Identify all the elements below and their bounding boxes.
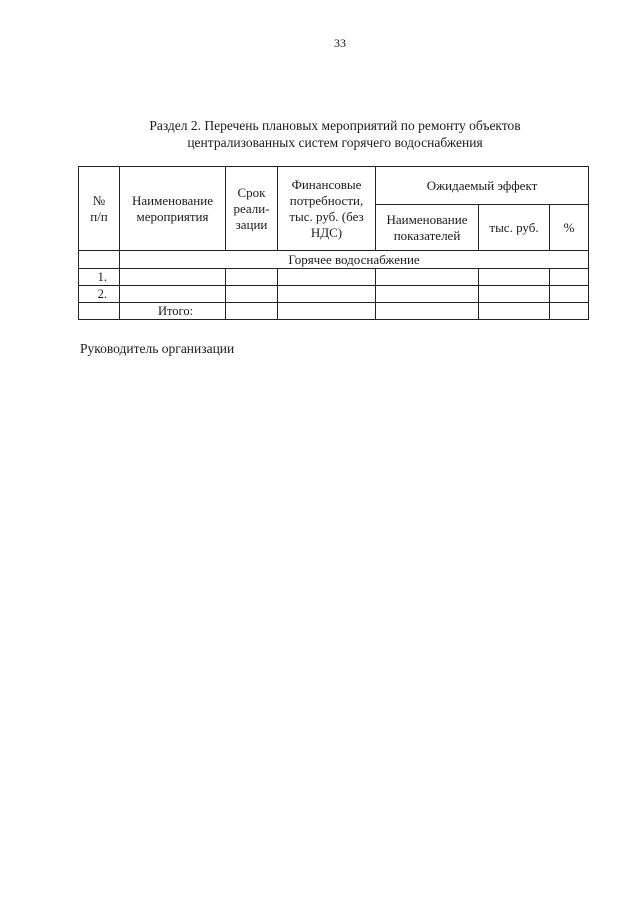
row-cell <box>226 286 278 303</box>
total-empty-cell <box>79 303 120 320</box>
plan-table <box>78 166 589 320</box>
header-indicators-line-2: показателей <box>393 227 461 243</box>
table-total-row <box>79 303 589 320</box>
section-title <box>80 117 590 151</box>
header-finance-line-3: тыс. руб. (без <box>289 208 364 224</box>
header-num <box>79 167 120 251</box>
header-term <box>226 167 278 251</box>
row-cell <box>479 286 550 303</box>
header-term-line-3: зации <box>235 216 268 232</box>
row-cell <box>226 269 278 286</box>
header-finance-line-2: потребности, <box>289 192 364 208</box>
header-indicators-line-1: Наименование <box>386 211 468 227</box>
header-num-line-2: п/п <box>90 208 108 224</box>
header-name-line-1: Наименование <box>132 192 213 208</box>
table-header-row-1 <box>79 167 589 205</box>
row-cell <box>120 269 226 286</box>
header-term-line-1: Срок <box>237 184 266 200</box>
table-row <box>79 269 589 286</box>
header-indicators <box>376 205 479 251</box>
row-cell <box>278 269 376 286</box>
section-title-line-2: централизованных систем горячего водоснабжения <box>187 135 483 150</box>
page-number: 33 <box>334 36 346 50</box>
header-effect: Ожидаемый эффект <box>376 167 589 205</box>
header-finance-line-1: Финансовые <box>291 176 362 192</box>
row-num: 1. <box>79 269 120 286</box>
total-cell <box>479 303 550 320</box>
signature-label: Руководитель организации <box>80 341 235 356</box>
row-cell <box>479 269 550 286</box>
band-label: Горячее водоснабжение <box>120 251 589 269</box>
row-cell <box>278 286 376 303</box>
total-cell <box>226 303 278 320</box>
header-term-line-2: реали- <box>233 200 270 216</box>
header-thousand-rub: тыс. руб. <box>479 205 550 251</box>
header-finance-line-4: НДС) <box>310 224 343 240</box>
total-cell <box>278 303 376 320</box>
header-name-line-2: мероприятия <box>136 208 209 224</box>
row-cell <box>376 286 479 303</box>
total-cell <box>376 303 479 320</box>
total-label: Итого: <box>120 303 226 320</box>
header-percent: % <box>550 205 589 251</box>
header-name <box>120 167 226 251</box>
row-cell <box>550 269 589 286</box>
row-num: 2. <box>79 286 120 303</box>
total-cell <box>550 303 589 320</box>
header-num-line-1: № <box>92 192 106 208</box>
row-cell <box>120 286 226 303</box>
band-empty-cell <box>79 251 120 269</box>
table-row <box>79 286 589 303</box>
row-cell <box>376 269 479 286</box>
section-title-line-1: Раздел 2. Перечень плановых мероприятий по ремонту объектов <box>149 118 521 133</box>
row-cell <box>550 286 589 303</box>
table-band-row <box>79 251 589 269</box>
header-finance <box>278 167 376 251</box>
